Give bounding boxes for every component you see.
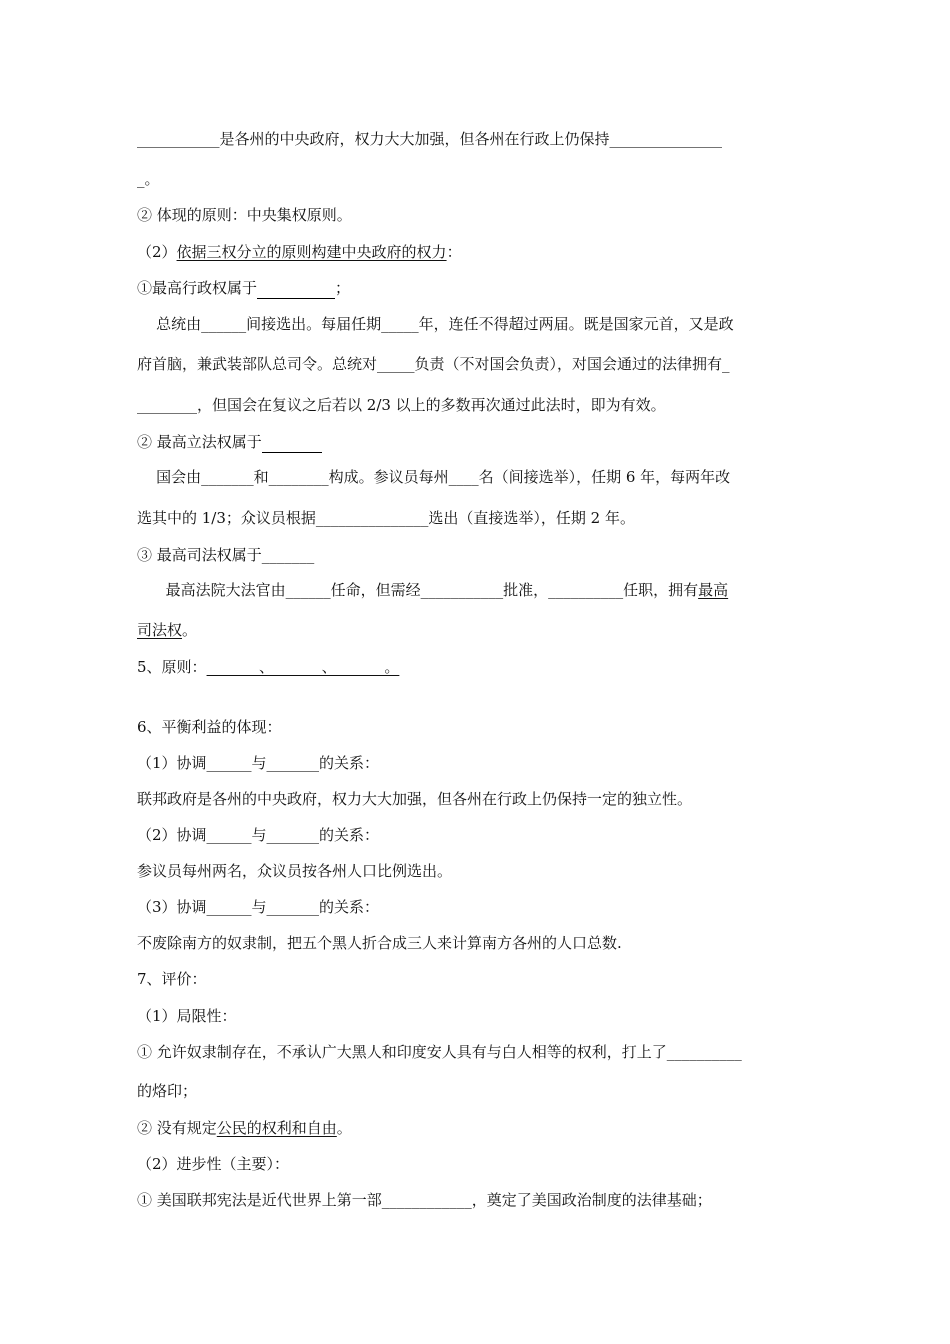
text-line: 国会由_______和________构成。参议员每州____名（间接选举），任期 6 年，每两年改 bbox=[137, 468, 731, 486]
text-line: 联邦政府是各州的中央政府，权力大大加强，但各州在行政上仍保持一定的独立性。 bbox=[137, 790, 693, 808]
text-line: _。 bbox=[137, 170, 160, 188]
text-line: （3）协调______与_______的关系： bbox=[137, 898, 380, 916]
underlined-phrase: 最高 bbox=[698, 581, 729, 599]
text-line: ① 允许奴隶制存在，不承认广大黑人和印度安人具有与白人相等的权利，打上了__________ bbox=[137, 1043, 742, 1061]
text-line: ② 最高立法权属于 bbox=[137, 432, 817, 453]
text-line: 7、评价： bbox=[137, 970, 207, 988]
text-line: （1）协调______与_______的关系： bbox=[137, 754, 380, 772]
text-line: ___________是各州的中央政府，权力大大加强，但各州在行政上仍保持_______________ bbox=[137, 130, 723, 148]
text-line: ________，但国会在复议之后若以 2/3 以上的多数再次通过此法时，即为有效。 bbox=[137, 396, 666, 414]
text-line: 最高法院大法官由______任命，但需经___________批准，__________任职，拥有最高 bbox=[137, 581, 729, 599]
text-line: 选其中的 1/3；众议员根据_______________选出（直接选举），任期 2 年。 bbox=[137, 509, 635, 527]
underlined-phrase: 依据三权分立的原则构建中央政府的权力 bbox=[176, 243, 447, 261]
text-line: 6、平衡利益的体现： bbox=[137, 718, 282, 736]
text-line: ①最高行政权属于 ； bbox=[137, 279, 351, 297]
text-line: ② 没有规定公民的权利和自由。 bbox=[137, 1119, 352, 1137]
text-line: （2）依据三权分立的原则构建中央政府的权力： bbox=[137, 243, 462, 261]
text-line: ② 体现的原则：中央集权原则。 bbox=[137, 206, 352, 224]
answer-blank bbox=[262, 432, 322, 453]
text-line: ① 美国联邦宪法是近代世界上第一部____________，奠定了美国政治制度的法律基础； bbox=[137, 1191, 712, 1209]
underlined-phrase: 公民的权利和自由 bbox=[216, 1119, 337, 1137]
text-line: 参议员每州两名，众议员按各州人口比例选出。 bbox=[137, 862, 453, 880]
answer-blank bbox=[257, 278, 335, 299]
text-line: ③ 最高司法权属于_______ bbox=[137, 546, 315, 564]
text-line: 不废除南方的奴隶制，把五个黑人折合成三人来计算南方各州的人口总数. bbox=[137, 934, 622, 952]
text-line: 司法权。 bbox=[137, 621, 198, 639]
text-line: 府首脑，兼武装部队总司令。总统对_____负责（不对国会负责），对国会通过的法律拥有_ bbox=[137, 355, 730, 373]
text-line: 的烙印； bbox=[137, 1082, 198, 1100]
underlined-phrase: 司法权 bbox=[137, 621, 183, 639]
text-line: 总统由______间接选出。每届任期_____年，连任不得超过两届。既是国家元首，又是政 bbox=[137, 315, 734, 333]
text-line: 5、原则： 、 、 。 bbox=[137, 658, 400, 676]
answer-blank: 、 、 。 bbox=[206, 658, 400, 676]
text-line: （1）局限性： bbox=[137, 1007, 237, 1025]
text-line: （2）协调______与_______的关系： bbox=[137, 826, 380, 844]
text-line: （2）进步性（主要）： bbox=[137, 1155, 290, 1173]
